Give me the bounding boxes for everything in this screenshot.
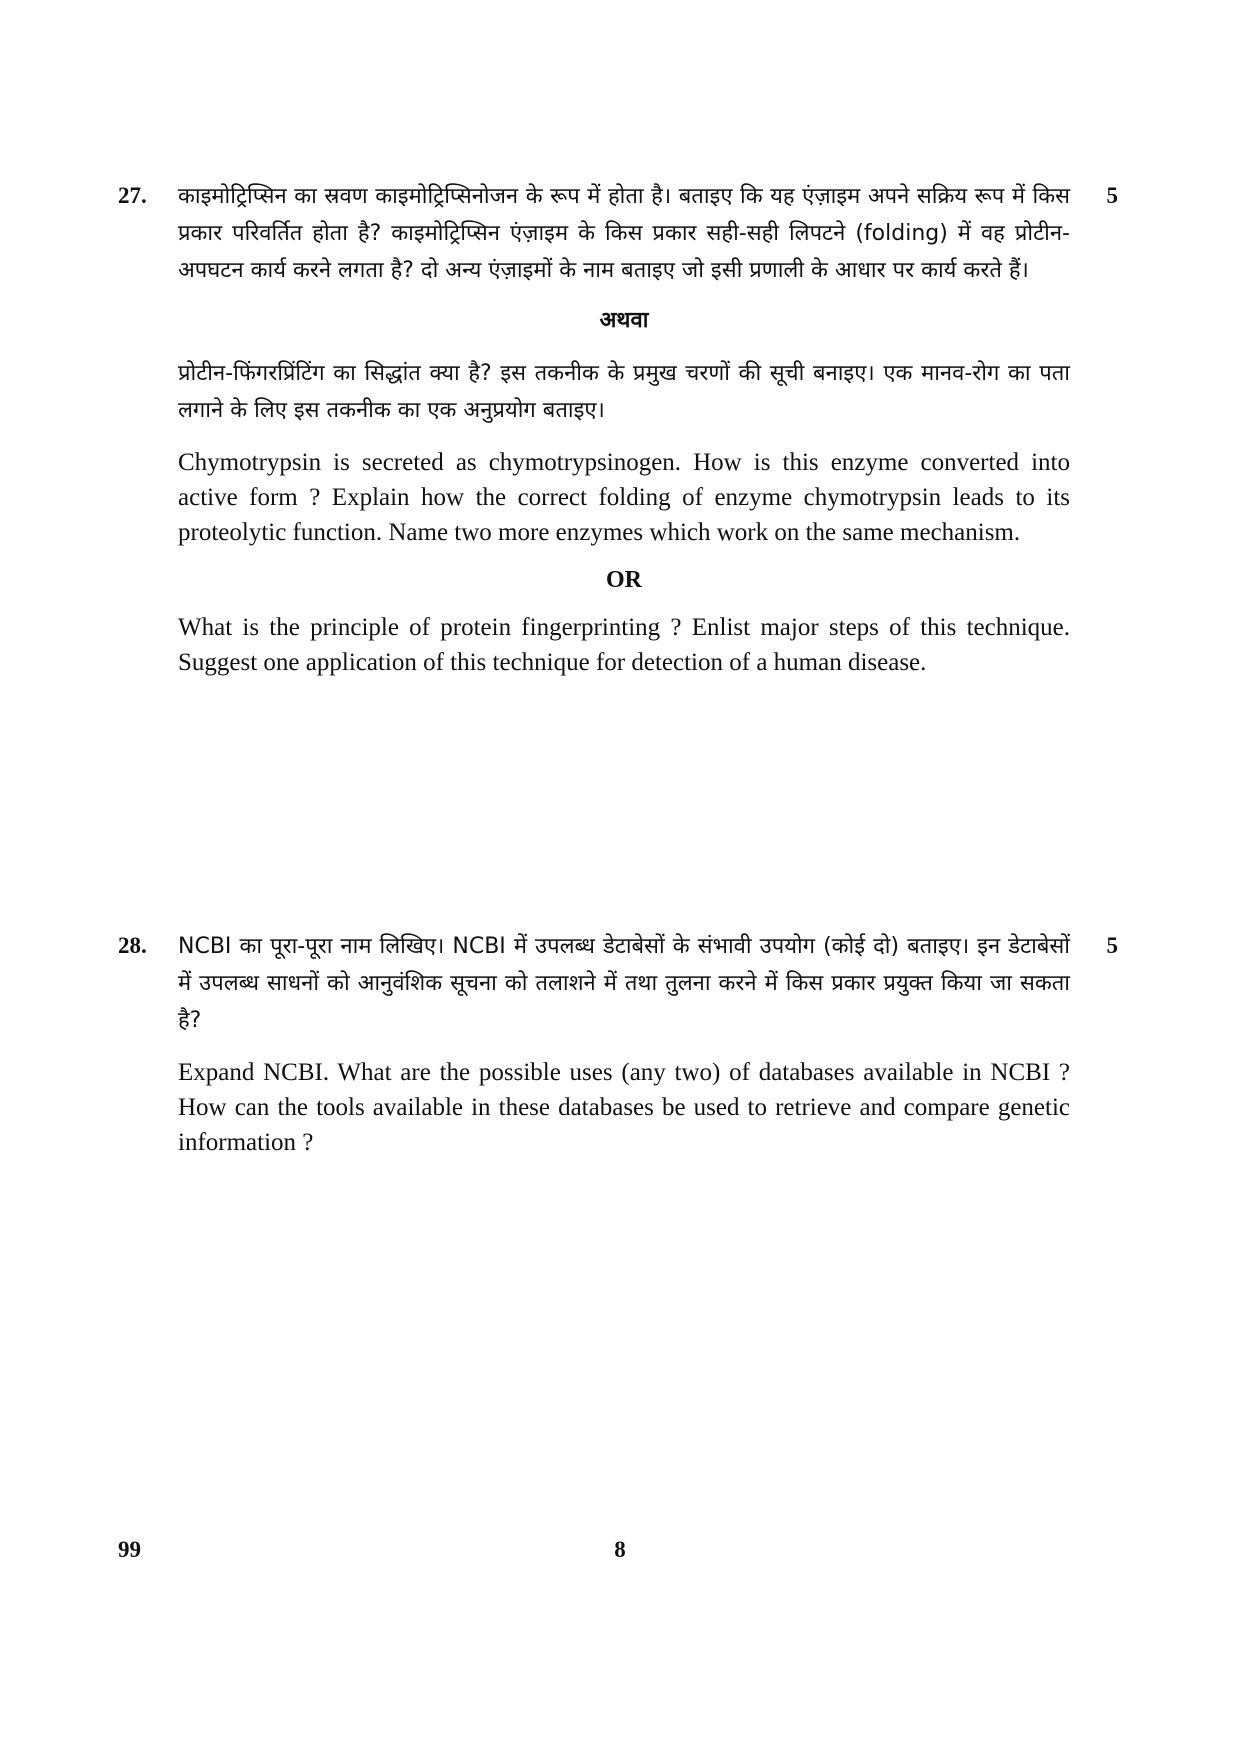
page-number: 8 <box>614 1537 626 1562</box>
question-marks: 5 <box>1106 183 1118 208</box>
question-27 <box>118 178 1118 680</box>
question-28 <box>118 928 1118 1160</box>
question-body <box>178 178 1070 680</box>
paper-code: 99 <box>118 1537 141 1562</box>
or-separator-english: OR <box>606 567 642 593</box>
question-number: 28. <box>118 933 147 958</box>
question-text-english: Chymotrypsin is secreted as chymotrypsinogen. How is this enzyme converted into active form ? Explain how the correct folding of enzyme chymotrypsin leads to its proteolytic function. Name two more enzymes which work on the same mechanism. <box>178 449 1070 546</box>
question-text-english: Expand NCBI. What are the possible uses (any two) of databases available in NCBI ? How can the tools available in these databases be used to retrieve and compare genetic information ? <box>178 1059 1070 1156</box>
alternative-text-english: What is the principle of protein fingerprinting ? Enlist major steps of this technique. Suggest one application of this technique for detection of a human disease. <box>178 614 1070 676</box>
or-separator-hindi: अथवा <box>599 308 649 333</box>
question-number: 27. <box>118 183 147 208</box>
question-body <box>178 928 1070 1160</box>
question-text-hindi: काइमोट्रिप्सिन का स्रवण काइमोट्रिप्सिनोजन के रूप में होता है। बताइए कि यह एंज़ाइम अपने सक्रिय रूप में किस प्रकार परिवर्तित होता है? काइमोट्रिप्सिन एंज़ाइम के किस प्रकार सही-सही लिपटने (folding) में वह प्रोटीन-अपघटन कार्य करने लगता है? दो अन्य एंज़ाइमों के नाम बताइए जो इसी प्रणाली के आधार पर कार्य करते हैं। <box>178 184 1070 283</box>
alternative-text-hindi: प्रोटीन-फिंगरप्रिंटिंग का सिद्धांत क्या है? इस तकनीक के प्रमुख चरणों की सूची बनाइए। एक मानव-रोग का पता लगाने के लिए इस तकनीक का एक अनुप्रयोग बताइए। <box>178 361 1070 423</box>
question-marks: 5 <box>1106 933 1118 958</box>
question-text-hindi: NCBI का पूरा-पूरा नाम लिखिए। NCBI में उपलब्ध डेटाबेसों के संभावी उपयोग (कोई दो) बताइए। इन डेटाबेसों में उपलब्ध साधनों को आनुवंशिक सूचना को तलाशने में तथा तुलना करने में किस प्रकार प्रयुक्त किया जा सकता है? <box>178 934 1070 1033</box>
